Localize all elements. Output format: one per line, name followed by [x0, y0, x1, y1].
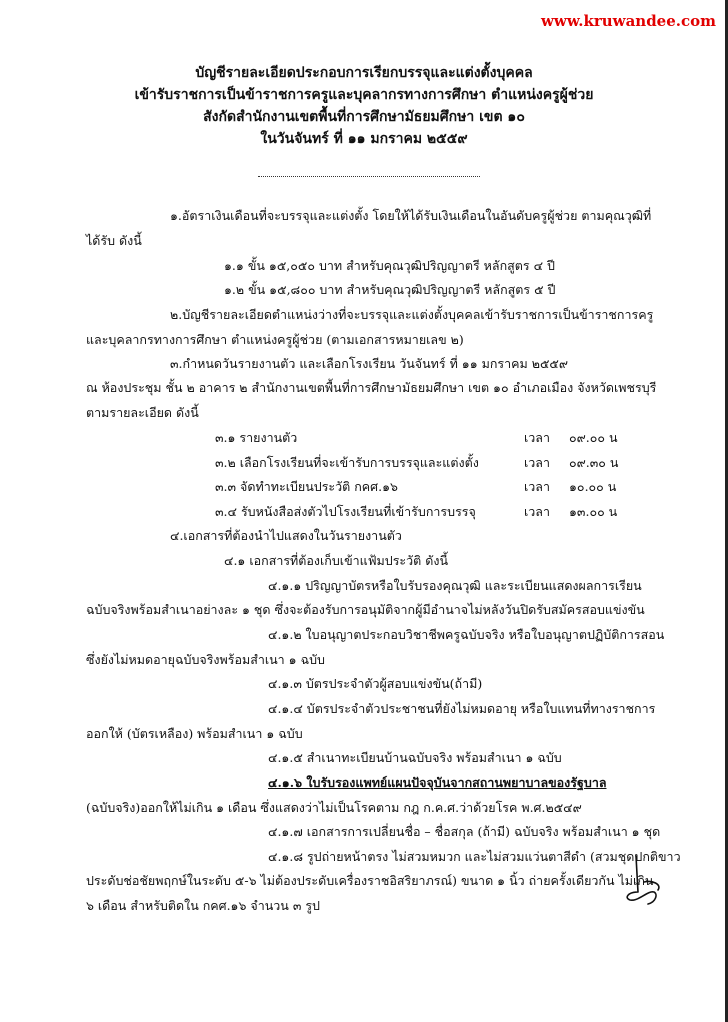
- title-date: ในวันจันทร์ ที่ ๑๑ มกราคม ๒๕๕๙: [260, 131, 468, 147]
- signature-mark: [618, 852, 668, 912]
- schedule-label: เวลา: [524, 479, 550, 494]
- schedule-time: ๑๐.๐๐ น: [569, 479, 617, 494]
- s3-line1: ๓.กำหนดวันรายงานตัว และเลือกโรงเรียน วันจันทร์ ที่ ๑๑ มกราคม ๒๕๕๙: [170, 356, 569, 371]
- title-line-3: สังกัดสำนักงานเขตพื้นที่การศึกษามัธยมศึกษา เขต ๑๐: [203, 109, 525, 125]
- watermark-url[interactable]: www.kruwandee.com: [541, 12, 716, 30]
- s1-item2: ๑.๒ ขั้น ๑๕,๘๐๐ บาท สำหรับคุณวุฒิปริญญาตรี หลักสูตร ๕ ปี: [224, 282, 556, 297]
- schedule-time: ๐๙.๐๐ น: [569, 430, 618, 445]
- schedule-label: เวลา: [524, 504, 550, 519]
- s4-i1b: ฉบับจริงพร้อมสำเนาอย่างละ ๑ ชุด ซึ่งจะต้องรับการอนุมัติจากผู้มีอำนาจไม่หลังวันปิดรับสมัครสอบแข่งขัน: [86, 602, 645, 617]
- dotted-divider: [258, 176, 480, 177]
- schedule-item: ๓.๔ รับหนังสือส่งตัวไปโรงเรียนที่เข้ารับการบรรจุ: [215, 504, 476, 519]
- s3-line2: ณ ห้องประชุม ชั้น ๒ อาคาร ๒ สำนักงานเขตพื้นที่การศึกษามัธยมศึกษา เขต ๑๐ อำเภอเมือง จังหวัดเพชรบุรี: [86, 380, 657, 395]
- s3-line3: ตามรายละเอียด ดังนี้: [86, 405, 199, 420]
- s1-line2: ได้รับ ดังนี้: [86, 233, 142, 248]
- s4-i1a: ๔.๑.๑ ปริญญาบัตรหรือใบรับรองคุณวุฒิ และระเบียนแสดงผลการเรียน: [268, 578, 642, 593]
- schedule-time: ๐๙.๓๐ น: [569, 455, 619, 470]
- s4-i2b: ซึ่งยังไม่หมดอายุฉบับจริงพร้อมสำเนา ๑ ฉบับ: [86, 652, 325, 667]
- s4-i2a: ๔.๑.๒ ใบอนุญาตประกอบวิชาชีพครูฉบับจริง หรือใบอนุญาตปฏิบัติการสอน: [268, 627, 665, 642]
- s4-line1: ๔.เอกสารที่ต้องนำไปแสดงในวันรายงานตัว: [170, 528, 402, 543]
- s4-i6a: ๔.๑.๖ ใบรับรองแพทย์แผนปัจจุบันจากสถานพยาบาลของรัฐบาล: [268, 775, 607, 790]
- s4-i8c: ๖ เดือน สำหรับติดใน กคศ.๑๖ จำนวน ๓ รูป: [86, 898, 320, 913]
- s4-sub1: ๔.๑ เอกสารที่ต้องเก็บเข้าแฟ้มประวัติ ดังนี้: [224, 553, 449, 568]
- schedule-label: เวลา: [524, 455, 550, 470]
- s4-i3: ๔.๑.๓ บัตรประจำตัวผู้สอบแข่งขัน(ถ้ามี): [268, 676, 483, 691]
- s4-i8a: ๔.๑.๘ รูปถ่ายหน้าตรง ไม่สวมหมวก และไม่สวมแว่นตาสีดำ (สวมชุดปกติขาว: [268, 849, 681, 864]
- title-line-2: เข้ารับราชการเป็นข้าราชการครูและบุคลากรทางการศึกษา ตำแหน่งครูผู้ช่วย: [134, 87, 594, 103]
- schedule-time: ๑๓.๐๐ น: [569, 504, 618, 519]
- schedule-label: เวลา: [524, 430, 550, 445]
- s2-line1: ๒.บัญชีรายละเอียดตำแหน่งว่างที่จะบรรจุและแต่งตั้งบุคคลเข้ารับราชการเป็นข้าราชการครู: [170, 307, 654, 322]
- s4-i4a: ๔.๑.๔ บัตรประจำตัวประชาชนที่ยังไม่หมดอายุ หรือใบแทนที่ทางราชการ: [268, 701, 656, 716]
- s4-i5: ๔.๑.๕ สำเนาทะเบียนบ้านฉบับจริง พร้อมสำเนา ๑ ฉบับ: [268, 750, 562, 765]
- s1-line1: ๑.อัตราเงินเดือนที่จะบรรจุและแต่งตั้ง โดยให้ได้รับเงินเดือนในอันดับครูผู้ช่วย ตามคุณวุฒิที่: [170, 208, 652, 223]
- s1-item1: ๑.๑ ขั้น ๑๕,๐๕๐ บาท สำหรับคุณวุฒิปริญญาตรี หลักสูตร ๔ ปี: [224, 258, 555, 273]
- s4-i4b: ออกให้ (บัตรเหลือง) พร้อมสำเนา ๑ ฉบับ: [86, 726, 303, 741]
- title-line-1: บัญชีรายละเอียดประกอบการเรียกบรรจุและแต่งตั้งบุคคล: [195, 65, 533, 81]
- s4-i6b: (ฉบับจริง)ออกให้ไม่เกิน ๑ เดือน ซึ่งแสดงว่าไม่เป็นโรคตาม กฎ ก.ค.ศ.ว่าด้วยโรค พ.ศ.๒๕๔๙: [86, 800, 582, 815]
- s4-i8b: ประดับช่อชัยพฤกษ์ในระดับ ๕-๖ ไม่ต้องประดับเครื่องราชอิสริยาภรณ์) ขนาด ๑ นิ้ว ถ่ายครั้งเดียวกัน ไม่เกิน: [86, 873, 654, 888]
- schedule-item: ๓.๑ รายงานตัว: [215, 430, 298, 445]
- s4-i7: ๔.๑.๗ เอกสารการเปลี่ยนชื่อ – ชื่อสกุล (ถ้ามี) ฉบับจริง พร้อมสำเนา ๑ ชุด: [268, 824, 661, 839]
- schedule-item: ๓.๓ จัดทำทะเบียนประวัติ กคศ.๑๖: [215, 479, 398, 494]
- s2-line2: และบุคลากรทางการศึกษา ตำแหน่งครูผู้ช่วย (ตามเอกสารหมายเลข ๒): [86, 332, 464, 347]
- schedule-item: ๓.๒ เลือกโรงเรียนที่จะเข้ารับการบรรจุและแต่งตั้ง: [215, 455, 479, 470]
